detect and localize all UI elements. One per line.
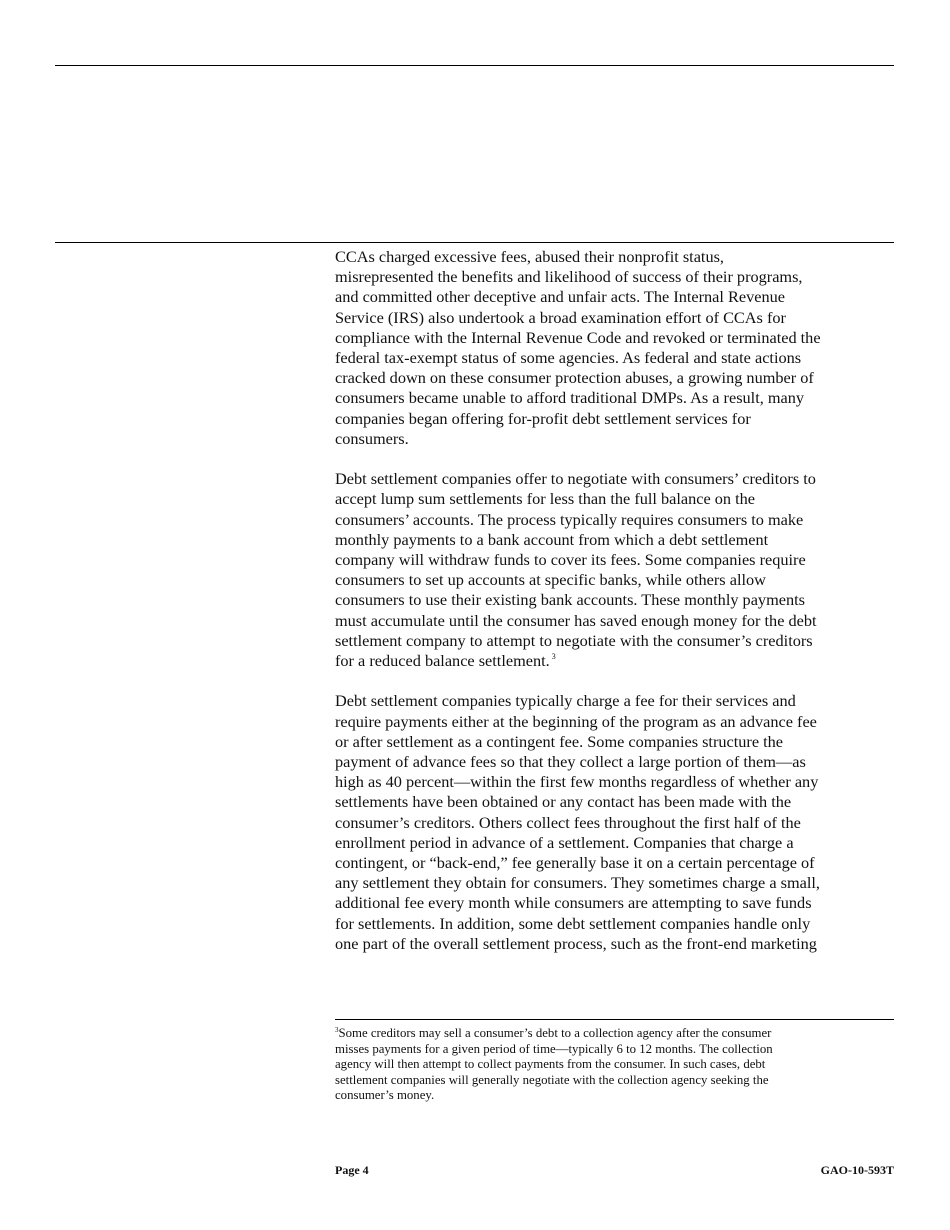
text-line: settlement company to attempt to negotiate with the consumer’s creditors (335, 630, 813, 650)
text-line: companies began offering for-profit debt settlement services for (335, 408, 751, 428)
text-line: company will withdraw funds to cover its fees. Some companies require (335, 550, 806, 570)
footnote-reference[interactable]: 3 (551, 652, 556, 662)
text-line: accept lump sum settlements for less than the full balance on the (335, 489, 756, 509)
text-line: monthly payments to a bank account from which a debt settlement (335, 529, 769, 549)
paragraph-3 (335, 691, 894, 954)
text-line: must accumulate until the consumer has saved enough money for the debt (335, 610, 817, 630)
text-line: any settlement they obtain for consumers. They sometimes charge a small, (335, 873, 820, 893)
footnote-line: misses payments for a given period of time—typically 6 to 12 months. The collection (335, 1041, 773, 1056)
text-line: payment of advance fees so that they collect a large portion of them—as (335, 752, 806, 772)
footnote-line: settlement companies will generally negotiate with the collection agency seeking the (335, 1072, 769, 1087)
text-line: federal tax-exempt status of some agencies. As federal and state actions (335, 348, 802, 368)
text-line: or after settlement as a contingent fee. Some companies structure the (335, 731, 784, 751)
text-line: consumers’ accounts. The process typically requires consumers to make (335, 509, 804, 529)
text-line: require payments either at the beginning of the program as an advance fee (335, 711, 817, 731)
text-line: high as 40 percent—within the first few months regardless of whether any (335, 772, 819, 792)
paragraph-2 (335, 469, 894, 671)
text-line: consumers to set up accounts at specific banks, while others allow (335, 570, 766, 590)
text-line: one part of the overall settlement process, such as the front-end marketing (335, 933, 817, 953)
text-line: consumers became unable to afford traditional DMPs. As a result, many (335, 388, 805, 408)
text-line: additional fee every month while consumers are attempting to save funds (335, 893, 812, 913)
footnote-separator (335, 1019, 894, 1020)
text-line: contingent, or “back-end,” fee generally base it on a certain percentage of (335, 853, 815, 873)
text-line: cracked down on these consumer protection abuses, a growing number of (335, 368, 814, 388)
text-line: consumers. (335, 428, 409, 448)
text-line: and committed other deceptive and unfair acts. The Internal Revenue (335, 287, 785, 307)
text-line: Debt settlement companies typically charge a fee for their services and (335, 691, 796, 711)
text-line: consumers to use their existing bank accounts. These monthly payments (335, 590, 805, 610)
text-line: misrepresented the benefits and likelihood of success of their programs, (335, 267, 803, 287)
body-text (335, 247, 894, 974)
text-line: for settlements. In addition, some debt settlement companies handle only (335, 913, 811, 933)
text-line (335, 651, 894, 671)
footnote (335, 1026, 894, 1104)
text-line: consumer’s creditors. Others collect fees throughout the first half of the (335, 812, 801, 832)
text-line: Debt settlement companies offer to negotiate with consumers’ creditors to (335, 469, 816, 489)
footnote-marker: 3 (335, 1026, 339, 1034)
text-line: CCAs charged excessive fees, abused their nonprofit status, (335, 247, 724, 266)
page-number: Page 4 (335, 1163, 369, 1177)
header-rule-top (55, 65, 894, 66)
text-line: Service (IRS) also undertook a broad examination effort of CCAs for (335, 307, 786, 327)
text-line: compliance with the Internal Revenue Code and revoked or terminated the (335, 327, 821, 347)
paragraph-1 (335, 247, 894, 449)
header-rule-bottom (55, 242, 894, 243)
report-id: GAO-10-593T (820, 1163, 894, 1177)
footnote-line: consumer’s money. (335, 1088, 435, 1102)
text-line: enrollment period in advance of a settlement. Companies that charge a (335, 832, 794, 852)
text-line: settlements have been obtained or any contact has been made with the (335, 792, 792, 812)
footnote-line: agency will then attempt to collect payments from the consumer. In such cases, debt (335, 1057, 766, 1071)
text-line-content: for a reduced balance settlement. (335, 651, 550, 671)
footnote-line-content: Some creditors may sell a consumer’s debt to a collection agency after the consumer (338, 1026, 772, 1040)
footnote-line (335, 1026, 894, 1042)
